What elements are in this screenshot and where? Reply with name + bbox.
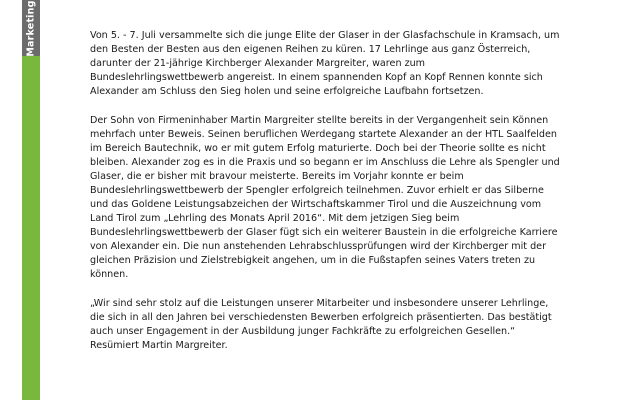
paragraph-intro: Von 5. - 7. Juli versammelte sich die junge Elite der Glaser in der Glasfachschule in Kramsach, um den Besten der Besten aus den eigenen Reihen zu küren. 17 Lehrlinge aus ganz Österreich, darunter der 21-jährige Kirchberger Alexander Margreiter, waren zum Bundeslehrlingswettbewerb angereist. In einem spannenden Kopf an Kopf Rennen konnte sich Alexander am Schluss den Sieg holen und seine erfolgreiche Laufbahn fortsetzen. [90, 30, 560, 97]
sidebar-label [22, 0, 40, 56]
paragraph-career: Der Sohn von Firmeninhaber Martin Margreiter stellte bereits in der Vergangenheit sein Können mehrfach unter Beweis. Seinen beruflichen Werdegang startete Alexander an der HTL Saalfelden im Bereich Bautechnik, wo er mit gutem Erfolg maturierte. Doch bei der Theorie sollte es nicht bleiben. Alexander zog es in die Praxis und so begann er im Anschluss die Lehre als Spengler und Glaser, die er bisher mit bravour meisterte. Bereits im Vorjahr konnte er beim Bundeslehrlingswettbewerb der Spengler erfolgreich teilnehmen. Zuvor erhielt er das Silberne und das Goldene Leistungsabzeichen der Wirtschaftskammer Tirol und die Auszeichnung vom Land Tirol zum „Lehrling des Monats April 2016“. Mit dem jetzigen Sieg beim Bundeslehrlingswettbewerb der Glaser fügt sich ein weiterer Baustein in die erfolgreiche Karriere von Alexander ein. Die nun anstehenden Lehrabschlussprüfungen wird der Kirchberger mit der gleichen Präzision und Zielstrebigkeit angehen, um in die Fußstapfen seines Vaters treten zu können. [90, 115, 560, 280]
paragraph-quote: „Wir sind sehr stolz auf die Leistungen unserer Mitarbeiter und insbesondere unserer Lehrlinge, die sich in all den Jahren bei verschiedensten Bewerben erfolgreich präsentierten. Das bestätigt auch unser Engagement in der Ausbildung junger Fachkräfte zu erfolgreichen Gesellen.“ Resümiert Martin Margreiter. [90, 298, 552, 351]
sidebar-accent-stripe [22, 56, 40, 400]
sidebar-label-text: Marketing [25, 0, 37, 57]
sidebar-bar [22, 0, 40, 400]
article-body [90, 29, 560, 368]
